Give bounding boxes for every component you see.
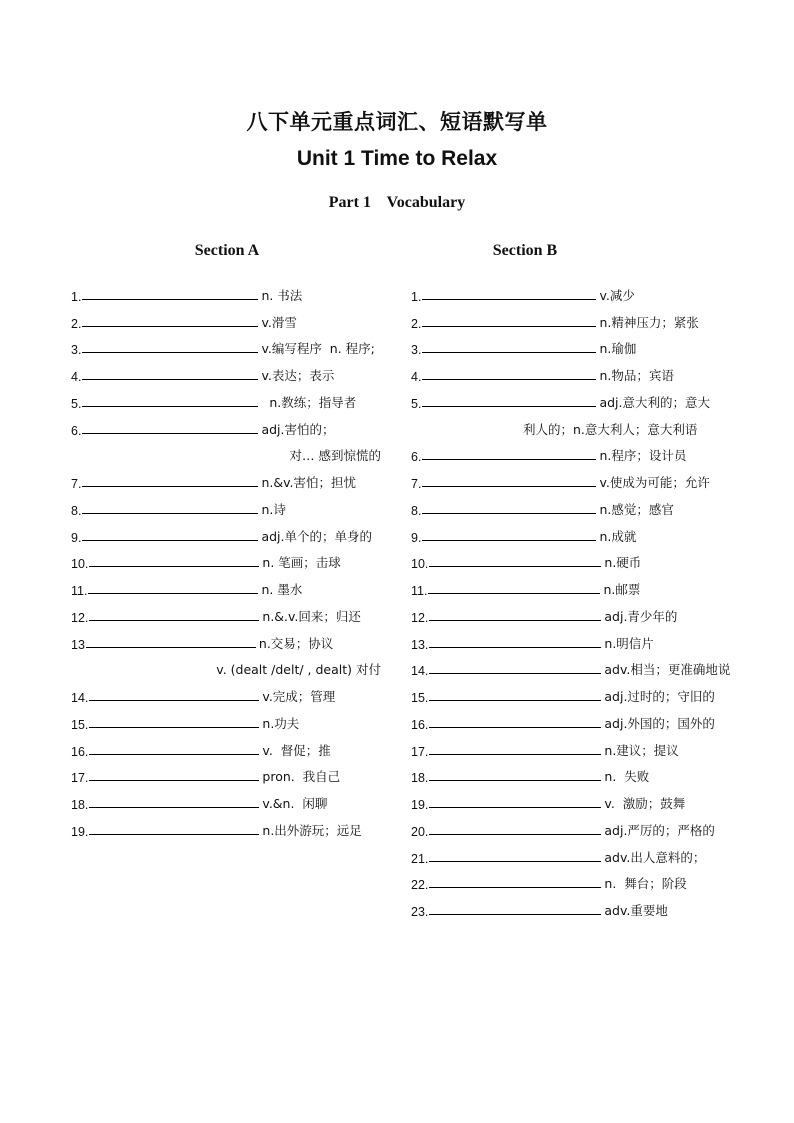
item-number: 19. [71, 824, 89, 839]
item-number: 11. [71, 584, 88, 598]
meaning-text: v.编写程序 n. 程序; [261, 341, 375, 357]
meaning-text: n. 失败 [604, 769, 650, 785]
meaning-text: v.减少 [599, 287, 635, 303]
vocab-item [71, 571, 391, 598]
vocab-item [71, 545, 391, 572]
item-number: 12. [411, 610, 429, 625]
section-b-list [411, 277, 731, 919]
answer-blank[interactable] [82, 472, 258, 487]
item-number: 10. [411, 557, 429, 572]
answer-blank[interactable] [429, 686, 601, 701]
item-number: 19. [411, 798, 429, 812]
item-number: 5. [411, 396, 422, 411]
meaning-text: adj.过时的；守旧的 [604, 689, 715, 704]
item-number: 20. [411, 824, 429, 839]
item-number: 7. [411, 477, 422, 491]
section-a-list [71, 277, 391, 839]
vocab-item [411, 598, 731, 625]
vocab-item [411, 892, 731, 919]
meaning-text: adj.害怕的； [261, 421, 335, 437]
item-number: 9. [71, 530, 82, 545]
item-number: 21. [411, 851, 429, 866]
vocab-item [71, 384, 391, 411]
meaning-text: 对… 感到惊慌的 [289, 448, 381, 464]
answer-blank[interactable] [422, 445, 596, 460]
meaning-text: n. 舞台；阶段 [604, 876, 687, 892]
vocab-item [71, 732, 391, 759]
item-number: 15. [411, 691, 429, 705]
item-number: 6. [411, 450, 422, 465]
vocab-item [71, 598, 391, 625]
meaning-text: n.&.v.回来；归还 [262, 608, 361, 624]
section-a-heading: Section A [194, 242, 260, 259]
vocab-item [411, 652, 731, 679]
vocab-item [71, 678, 391, 705]
answer-blank[interactable] [82, 499, 258, 514]
meaning-text: v.表达；表示 [261, 368, 335, 383]
meaning-text: adj.青少年的 [604, 608, 678, 624]
vocab-item [411, 518, 731, 545]
item-number: 7. [71, 477, 82, 491]
vocab-item [411, 357, 731, 384]
meaning-text: 利人的；n.意大利人；意大利语 [523, 421, 698, 437]
item-number: 1. [411, 289, 422, 304]
vocab-item [411, 491, 731, 518]
vocab-item [411, 732, 731, 759]
answer-blank[interactable] [82, 285, 258, 300]
vocab-item [411, 812, 731, 839]
meaning-text: v. 督促；推 [262, 742, 331, 758]
meaning-continuation [71, 652, 391, 679]
meaning-continuation [411, 411, 731, 438]
answer-blank[interactable] [429, 740, 601, 755]
answer-blank[interactable] [89, 713, 259, 728]
meaning-text: n.&v.害怕；担忧 [261, 475, 356, 490]
vocab-item [411, 571, 731, 598]
meaning-text: adv.重要地 [604, 903, 668, 918]
vocab-item [71, 464, 391, 491]
meaning-text: n.交易；协议 [258, 635, 334, 651]
answer-blank[interactable] [429, 820, 601, 835]
vocab-item [71, 491, 391, 518]
answer-blank[interactable] [422, 338, 596, 353]
item-number: 18. [411, 771, 429, 786]
meaning-continuation [71, 438, 391, 465]
answer-blank[interactable] [429, 766, 601, 781]
vocab-item [71, 357, 391, 384]
answer-blank[interactable] [422, 392, 596, 407]
item-number: 10. [71, 557, 89, 572]
item-number: 8. [71, 503, 82, 518]
worksheet-title: 八下单元重点词汇、短语默写单 [246, 110, 548, 134]
meaning-text: adj.意大利的；意大 [599, 394, 710, 410]
answer-blank[interactable] [422, 499, 596, 514]
answer-blank[interactable] [422, 472, 596, 487]
answer-blank[interactable] [89, 686, 259, 701]
meaning-text: n.成就 [599, 528, 637, 544]
vocab-item [411, 545, 731, 572]
item-number: 17. [411, 744, 429, 759]
vocab-item [411, 759, 731, 786]
vocab-item [71, 759, 391, 786]
item-number: 6. [71, 423, 82, 438]
vocab-item [411, 705, 731, 732]
answer-blank[interactable] [429, 847, 601, 862]
meaning-text: adj.严厉的；严格的 [604, 822, 715, 838]
answer-blank[interactable] [82, 392, 258, 407]
answer-blank[interactable] [422, 312, 596, 327]
answer-blank[interactable] [422, 365, 596, 380]
answer-blank[interactable] [89, 740, 259, 755]
item-number: 4. [411, 370, 422, 384]
meaning-text: n. 书法 [261, 287, 303, 303]
answer-blank[interactable] [88, 579, 258, 594]
meaning-text: n.邮票 [603, 582, 641, 597]
vocab-item [71, 705, 391, 732]
item-number: 16. [411, 717, 429, 732]
vocab-item [71, 304, 391, 331]
meaning-text: n.明信片 [604, 635, 654, 651]
answer-blank[interactable] [89, 793, 259, 808]
item-number: 5. [71, 396, 82, 411]
vocab-item [71, 331, 391, 358]
answer-blank[interactable] [86, 633, 256, 648]
meaning-text: v.完成；管理 [262, 689, 336, 704]
meaning-text: n.建议；提议 [604, 742, 679, 758]
item-number: 14. [411, 664, 429, 679]
item-number: 12. [71, 610, 89, 625]
item-number: 3. [71, 343, 82, 358]
item-number: 17. [71, 771, 89, 786]
item-number: 14. [71, 691, 89, 705]
vocab-item [411, 464, 731, 491]
vocab-item [71, 785, 391, 812]
section-b-heading: Section B [492, 242, 558, 259]
part-heading: Part 1 Vocabulary [328, 194, 466, 211]
item-number: 9. [411, 530, 422, 545]
answer-blank[interactable] [89, 820, 259, 835]
answer-blank[interactable] [82, 365, 258, 380]
answer-blank[interactable] [429, 633, 601, 648]
meaning-text: n.瑜伽 [599, 341, 637, 357]
item-number: 18. [71, 798, 89, 812]
answer-blank[interactable] [82, 338, 258, 353]
vocab-item [411, 384, 731, 411]
meaning-text: n. 墨水 [261, 582, 303, 597]
meaning-text: n.程序；设计员 [599, 448, 687, 464]
answer-blank[interactable] [422, 285, 596, 300]
meaning-text: adv.出人意料的； [604, 849, 706, 865]
item-number: 13. [411, 637, 429, 652]
item-number: 8. [411, 503, 422, 518]
vocab-item [411, 866, 731, 893]
meaning-text: n.功夫 [262, 715, 300, 731]
item-number: 1. [71, 289, 82, 304]
answer-blank[interactable] [429, 900, 601, 915]
item-number: 16. [71, 744, 89, 759]
item-number: 13 [71, 637, 85, 652]
meaning-text: v.滑雪 [261, 314, 297, 330]
item-number: 22. [411, 878, 429, 893]
vocab-item [71, 277, 391, 304]
meaning-text: n.精神压力；紧张 [599, 314, 699, 330]
vocab-item [411, 331, 731, 358]
item-number: 3. [411, 343, 422, 358]
item-number: 4. [71, 370, 82, 384]
answer-blank[interactable] [82, 312, 258, 327]
answer-blank[interactable] [429, 659, 601, 674]
item-number: 23. [411, 905, 429, 919]
vocab-item [411, 625, 731, 652]
item-number: 2. [411, 316, 422, 331]
unit-title: Unit 1 Time to Relax [296, 147, 498, 170]
meaning-text: adv.相当；更准确地说 [604, 662, 731, 678]
answer-blank[interactable] [429, 713, 601, 728]
meaning-text: v. (dealt /delt/ , dealt) 对付 [216, 662, 381, 678]
vocab-item [411, 304, 731, 331]
answer-blank[interactable] [89, 766, 259, 781]
meaning-text: v.使成为可能；允许 [599, 475, 710, 490]
vocab-item [411, 438, 731, 465]
item-number: 15. [71, 717, 89, 732]
meaning-text: n. 笔画；击球 [262, 555, 341, 571]
answer-blank[interactable] [429, 873, 601, 888]
vocab-item [411, 277, 731, 304]
meaning-text: v.&n. 闲聊 [262, 796, 328, 811]
meaning-text: v. 激励；鼓舞 [604, 796, 686, 811]
item-number: 2. [71, 316, 82, 331]
vocab-item [411, 839, 731, 866]
meaning-text: n.出外游玩；远足 [262, 822, 362, 838]
vocab-item [71, 411, 391, 438]
meaning-text: adj.单个的；单身的 [261, 528, 372, 544]
meaning-text: n.教练；指导者 [261, 394, 357, 410]
answer-blank[interactable] [89, 606, 259, 621]
meaning-text: pron. 我自己 [262, 769, 341, 785]
vocab-item [411, 678, 731, 705]
answer-blank[interactable] [82, 526, 258, 541]
meaning-text: n.硬币 [604, 555, 642, 571]
answer-blank[interactable] [89, 552, 259, 567]
vocab-item [71, 812, 391, 839]
meaning-text: n.感觉；感官 [599, 501, 674, 517]
answer-blank[interactable] [429, 793, 601, 808]
meaning-text: n.诗 [261, 501, 286, 517]
answer-blank[interactable] [429, 606, 601, 621]
vocab-item [411, 785, 731, 812]
answer-blank[interactable] [429, 552, 601, 567]
answer-blank[interactable] [422, 526, 596, 541]
item-number: 11. [411, 584, 428, 598]
vocab-item [71, 625, 391, 652]
answer-blank[interactable] [82, 419, 258, 434]
meaning-text: n.物品；宾语 [599, 368, 674, 383]
meaning-text: adj.外国的；国外的 [604, 715, 715, 731]
answer-blank[interactable] [428, 579, 600, 594]
vocab-item [71, 518, 391, 545]
